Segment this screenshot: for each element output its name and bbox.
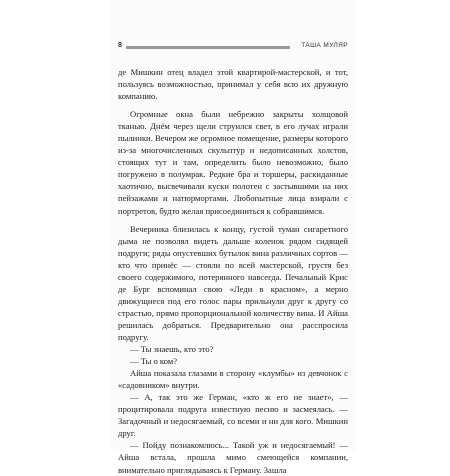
running-head: ТАША МУЛЯР [301,42,348,49]
paragraph: — А, так это же Герман, «кто ж его не знает», — процитировала подруга известную песню и засмеялась. — Загадочный и недосягаемый, со всеми и ни для кого. Мишкин друг. [118,392,348,439]
paragraph: Вечеринка близилась к концу, густой туман сигаретного дыма не позволял видеть дальше коленок рядом сидящей подруги; ряды опустевших бутылок вина различных сортов — кто что принёс — стояли по всей мастерской, грустя без своего содержимого, потерянного навсегда. Печальный Крис де Бург вспоминал свою «Леди в красном», а мерно движущиеся под его голос пары прильнули друг к другу со страстью, прямо пропорциональной количеству вина. И Айша решилась добраться. Предварительно она расспросила подругу. [118,223,348,342]
paragraph: де Мишкин отец владел этой квартирой-мастерской, и тот, пользуясь возможностью, принимал у себя всю их дружную компанию. [118,67,348,102]
paragraph: Огромные окна были небрежно закрыты холщовой тканью. Днём через щели струился свет, в его лучах играли пылинки. Вечером же огромное помещение, размеры которого из-за многочисленных скульптур и недописанных холстов, стоящих тут и там, определить было невозможно, было погружено в полумрак. Редкие бра и торшеры, раскиданные хаотично, высвечивали куски полотен с застывшими на них пейзажами и натюрмортами. Любопытные лица взирали с портретов, будто желая присоединиться к собравшимся. [118,109,348,216]
header-rule [126,46,290,49]
body-text [118,66,348,476]
paragraph: — Ты знаешь, кто это? [130,344,214,355]
book-page [112,0,354,475]
paragraph: — Ты о ком? [130,356,178,367]
paragraph: — Пойду познакомлюсь... Такой уж и недосягаемый! — Айша встала, прошла мимо смеющейся компании, внимательно приглядываясь к Герману. Зашла [118,440,348,475]
paragraph: Айша показала глазами в сторону «клумбы» из девчонок с «садовником» внутри. [118,368,348,391]
page-number: 8 [118,42,122,49]
page-header [112,42,354,56]
